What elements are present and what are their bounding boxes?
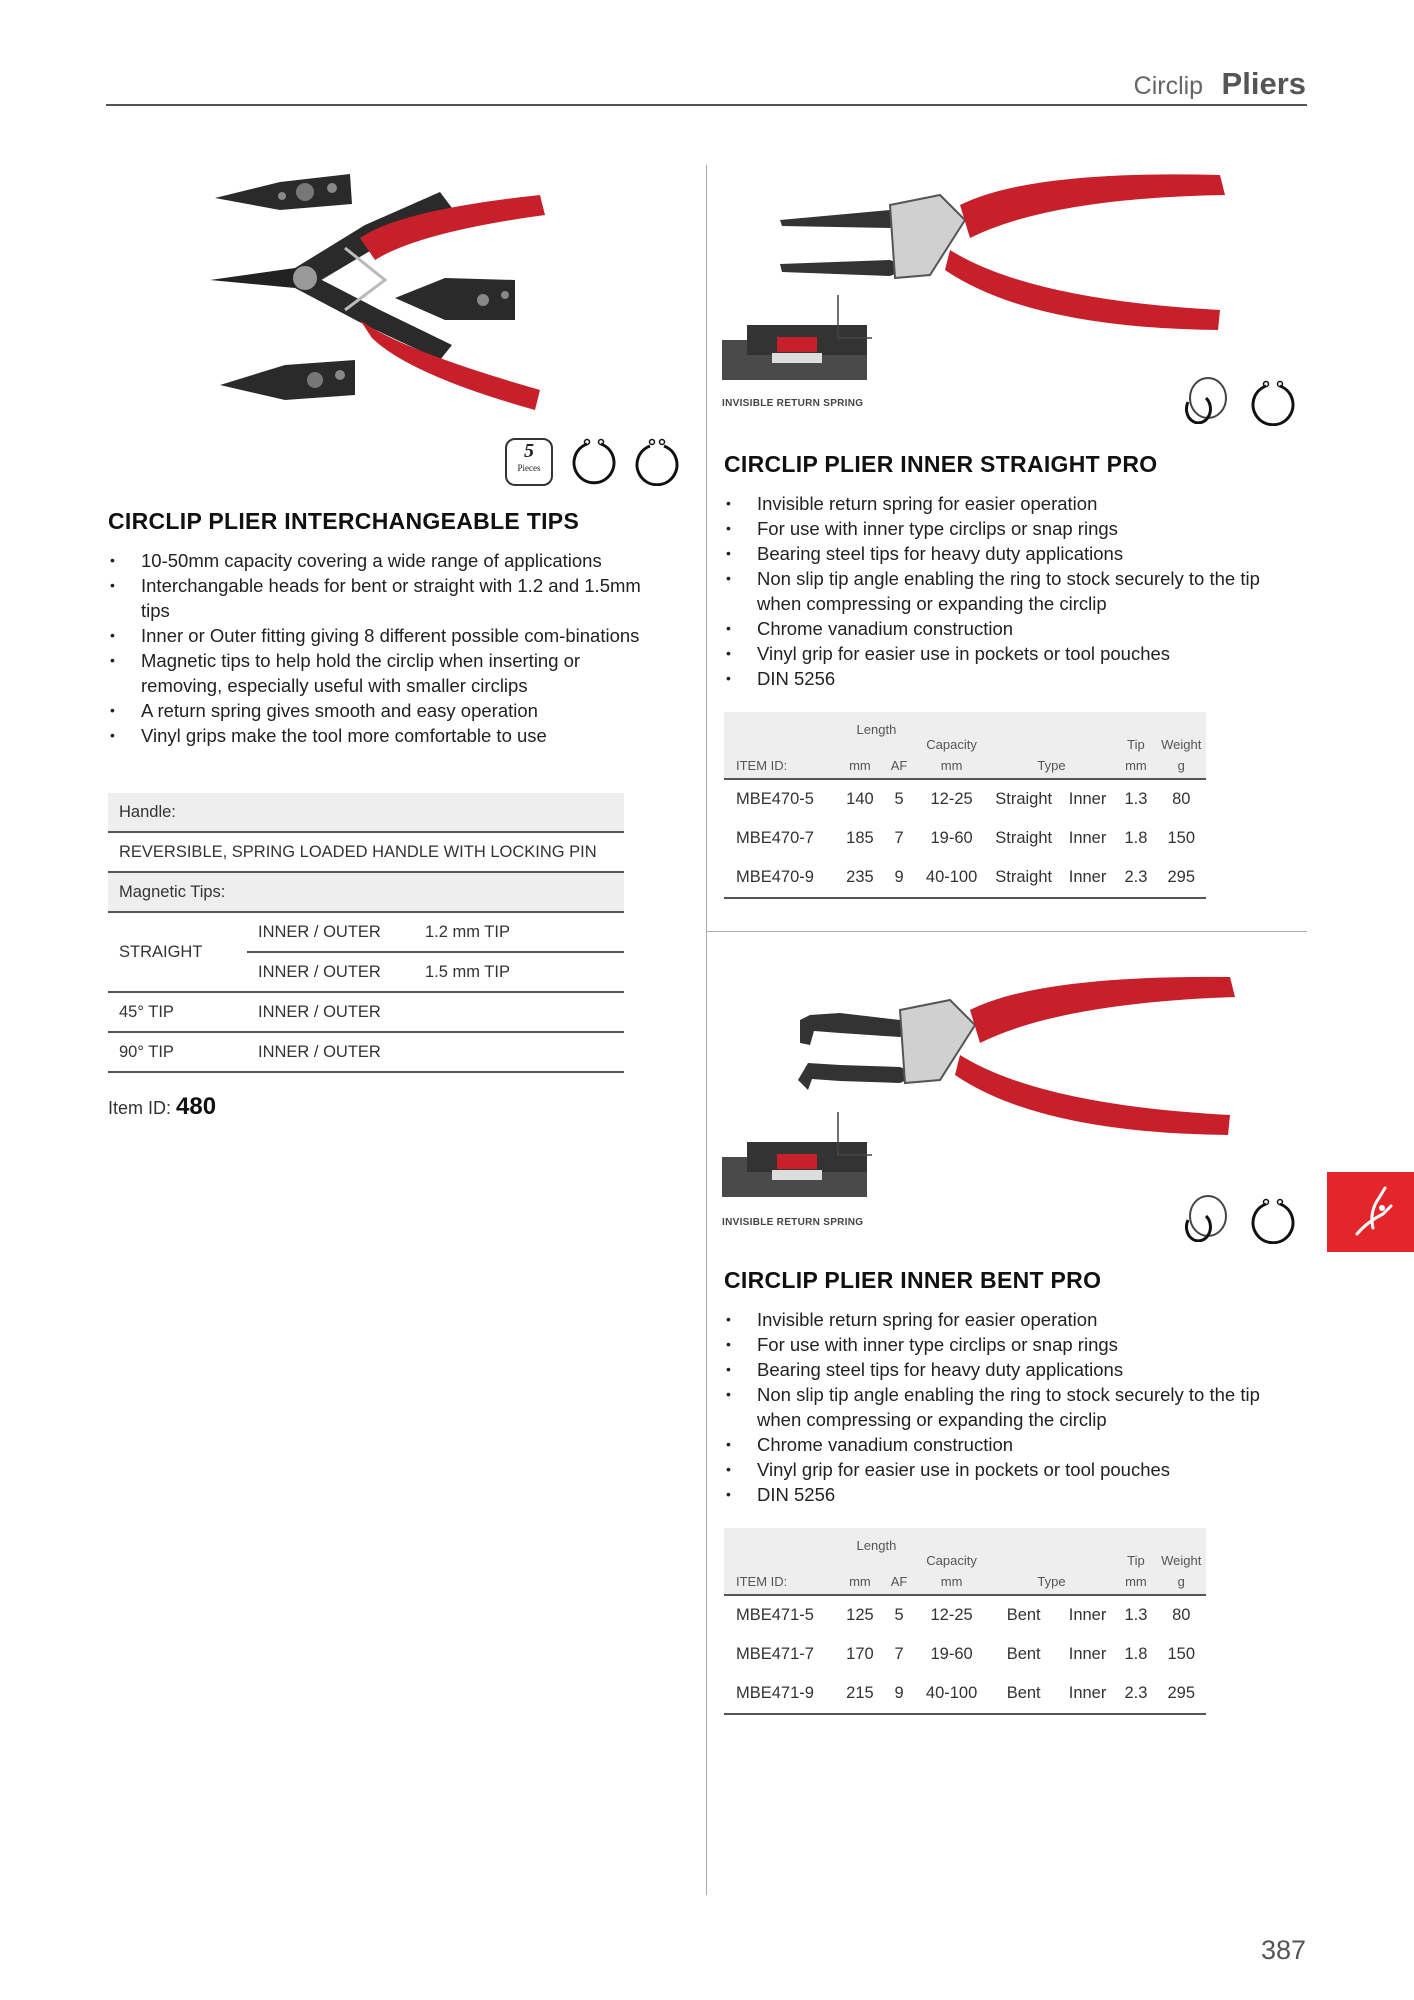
inner-outer-cell: INNER / OUTER: [247, 912, 414, 952]
length-cell: 125: [846, 1606, 874, 1624]
pieces-label: Pieces: [517, 463, 541, 473]
handle-value: REVERSIBLE, SPRING LOADED HANDLE WITH LOCKING PIN: [108, 832, 624, 872]
tip-cell: 1.8: [1124, 829, 1148, 847]
af-cell: 9: [883, 858, 916, 898]
col-tip-mm: mm: [1115, 752, 1156, 779]
item-id-cell: MBE470-9: [724, 858, 837, 898]
kind-cell: Inner: [1060, 1674, 1116, 1714]
kind-cell: Inner: [1060, 858, 1116, 898]
table-row: [724, 858, 1206, 898]
kind-cell: Inner: [1068, 829, 1107, 847]
section-divider: [707, 931, 1307, 932]
spare-tip-right-icon: [395, 278, 515, 320]
length-cell: 170: [846, 1645, 874, 1663]
tip-size-cell: 1.5 mm TIP: [414, 952, 624, 992]
type-cell: Straight: [995, 790, 1053, 808]
straight-spec-table: [724, 712, 1206, 899]
feature-list-interchangeable: [108, 548, 648, 748]
weight-cell: 80: [1172, 790, 1191, 808]
table-row: [724, 819, 1206, 858]
list-item: • Non slip tip angle enabling the ring to stock securely to the tip when compressing or expanding the circlip: [724, 1382, 1264, 1432]
capacity-cell: 12-25: [930, 790, 973, 808]
return-spring-detail-image: [722, 295, 872, 385]
item-id-cell: MBE470-7: [736, 829, 814, 847]
col-weight: Weight: [1157, 1528, 1206, 1568]
product-title-interchangeable: CIRCLIP PLIER INTERCHANGEABLE TIPS: [108, 508, 580, 534]
col-g: g: [1157, 752, 1206, 779]
col-item-id: ITEM ID:: [724, 1568, 837, 1595]
item-id-cell: MBE471-9: [724, 1674, 837, 1714]
col-weight: Weight: [1157, 712, 1206, 752]
page-header: [1134, 66, 1306, 102]
col-item-id: ITEM ID:: [724, 752, 837, 779]
list-item: • Invisible return spring for easier operation: [724, 1307, 1264, 1332]
interchangeable-pliers-image: [200, 160, 570, 420]
list-item: • For use with inner type circlips or snap rings: [724, 1332, 1264, 1357]
spring-caption: INVISIBLE RETURN SPRING: [722, 1217, 864, 1228]
col-mm: mm: [837, 752, 882, 779]
col-cap-mm: mm: [916, 1568, 988, 1595]
col-tip: Tip: [1115, 1528, 1156, 1568]
list-item: • Bearing steel tips for heavy duty applications: [724, 541, 1264, 566]
type-cell: Bent: [1006, 1606, 1041, 1624]
section-tab[interactable]: [1327, 1172, 1414, 1252]
col-type: Type: [988, 752, 1116, 779]
list-item: • Invisible return spring for easier operation: [724, 491, 1264, 516]
column-divider: [706, 165, 707, 1895]
col-af: AF: [883, 1568, 916, 1595]
tips-label: Magnetic Tips:: [108, 872, 624, 912]
page-number: 387: [1260, 1935, 1306, 1965]
inner-outer-cell: INNER / OUTER: [247, 952, 414, 992]
spec-table: [108, 793, 624, 1073]
length-cell: 215: [837, 1674, 882, 1714]
capacity-cell: 19-60: [930, 1645, 973, 1663]
col-type: Type: [988, 1568, 1116, 1595]
item-id-cell: MBE470-5: [736, 790, 814, 808]
tip-size-cell: 1.2 mm TIP: [414, 912, 624, 952]
capacity-cell: 40-100: [916, 1674, 988, 1714]
list-item: • Vinyl grip for easier use in pockets or tool pouches: [724, 1457, 1264, 1482]
circlip-outer-icon: [570, 438, 618, 486]
list-item: • 10-50mm capacity covering a wide range of applications: [108, 548, 648, 573]
kind-cell: Inner: [1068, 790, 1107, 808]
table-row: [724, 1595, 1206, 1635]
col-capacity: Capacity: [916, 712, 988, 752]
capacity-cell: 40-100: [916, 858, 988, 898]
pliers-icon: [1327, 1172, 1414, 1252]
af-cell: 7: [894, 1645, 904, 1663]
pieces-count: 5: [524, 440, 534, 462]
col-capacity: Capacity: [916, 1528, 988, 1568]
circlip-ring-icon: [1250, 1198, 1296, 1244]
bent-spec-table: [724, 1528, 1206, 1715]
item-id: [108, 1093, 216, 1121]
list-item: • Magnetic tips to help hold the circlip when inserting or removing, especially useful with smaller circlips: [108, 648, 648, 698]
weight-cell: 295: [1157, 1674, 1206, 1714]
inner-outer-cell: INNER / OUTER: [247, 992, 414, 1032]
table-row: [724, 1674, 1206, 1714]
list-item: • Vinyl grip for easier use in pockets or tool pouches: [724, 641, 1264, 666]
col-g: g: [1157, 1568, 1206, 1595]
type-cell: Straight: [995, 829, 1053, 847]
list-item: • A return spring gives smooth and easy operation: [108, 698, 648, 723]
item-id-label: Item ID:: [108, 1098, 172, 1118]
item-id-value: 480: [176, 1093, 217, 1120]
list-item: • Chrome vanadium construction: [724, 1432, 1264, 1457]
capacity-cell: 19-60: [930, 829, 973, 847]
capacity-cell: 12-25: [930, 1606, 973, 1624]
product-title-bent: CIRCLIP PLIER INNER BENT PRO: [724, 1267, 1102, 1293]
length-cell: 235: [837, 858, 882, 898]
item-id-cell: MBE471-5: [736, 1606, 814, 1624]
list-item: • DIN 5256: [724, 666, 1264, 691]
header-subtitle: Circlip: [1133, 72, 1204, 100]
spare-tip-top-icon: [215, 174, 352, 210]
header-rule: [106, 104, 1307, 106]
length-cell: 185: [846, 829, 874, 847]
list-item: • For use with inner type circlips or snap rings: [724, 516, 1264, 541]
weight-cell: 150: [1167, 1645, 1196, 1663]
feature-list-straight: [724, 491, 1264, 691]
spring-caption: INVISIBLE RETURN SPRING: [722, 398, 864, 409]
list-item: • DIN 5256: [724, 1482, 1264, 1507]
weight-cell: 150: [1167, 829, 1196, 847]
feature-list-bent: [724, 1307, 1264, 1507]
af-cell: 7: [894, 829, 904, 847]
col-length: Length: [837, 1528, 915, 1568]
inner-outer-cell: INNER / OUTER: [247, 1032, 414, 1072]
length-cell: 140: [846, 790, 874, 808]
af-cell: 9: [883, 1674, 916, 1714]
list-item: • Vinyl grips make the tool more comfortable to use: [108, 723, 648, 748]
circlip-inner-fit-icon: [1178, 372, 1238, 424]
type-cell: Bent: [1006, 1645, 1041, 1663]
product-title-straight: CIRCLIP PLIER INNER STRAIGHT PRO: [724, 451, 1158, 477]
kind-cell: Inner: [1068, 1645, 1107, 1663]
type-cell: Bent: [988, 1674, 1060, 1714]
tip-cell: 1.8: [1124, 1645, 1148, 1663]
item-id-cell: MBE471-7: [736, 1645, 814, 1663]
table-row: [724, 1635, 1206, 1674]
tip-90-label: 90° TIP: [108, 1032, 247, 1072]
list-item: • Chrome vanadium construction: [724, 616, 1264, 641]
straight-label: STRAIGHT: [108, 912, 247, 992]
af-cell: 5: [894, 790, 904, 808]
circlip-inner-icon: [633, 438, 681, 486]
tip-cell: 1.3: [1124, 790, 1148, 808]
return-spring-detail-image: [722, 1112, 872, 1202]
list-item: • Bearing steel tips for heavy duty applications: [724, 1357, 1264, 1382]
col-length: Length: [837, 712, 915, 752]
spare-tip-bottom-icon: [220, 360, 355, 400]
col-af: AF: [883, 752, 916, 779]
tip-cell: 2.3: [1115, 858, 1156, 898]
kind-cell: Inner: [1068, 1606, 1107, 1624]
col-tip-mm: mm: [1115, 1568, 1156, 1595]
list-item: • Inner or Outer fitting giving 8 different possible com-binations: [108, 623, 648, 648]
af-cell: 5: [894, 1606, 904, 1624]
type-cell: Straight: [988, 858, 1060, 898]
circlip-inner-fit-icon: [1178, 1190, 1238, 1242]
table-row: [724, 779, 1206, 819]
col-cap-mm: mm: [916, 752, 988, 779]
tip-cell: 1.3: [1124, 1606, 1148, 1624]
tip-45-label: 45° TIP: [108, 992, 247, 1032]
handle-label: Handle:: [108, 793, 624, 832]
tip-cell: 2.3: [1115, 1674, 1156, 1714]
pieces-badge: [505, 438, 553, 486]
list-item: • Non slip tip angle enabling the ring to stock securely to the tip when compressing or expanding the circlip: [724, 566, 1264, 616]
circlip-ring-icon: [1250, 380, 1296, 426]
weight-cell: 295: [1157, 858, 1206, 898]
header-title: Pliers: [1221, 66, 1306, 101]
list-item: • Interchangable heads for bent or straight with 1.2 and 1.5mm tips: [108, 573, 648, 623]
weight-cell: 80: [1172, 1606, 1191, 1624]
col-tip: Tip: [1115, 712, 1156, 752]
col-mm: mm: [837, 1568, 882, 1595]
